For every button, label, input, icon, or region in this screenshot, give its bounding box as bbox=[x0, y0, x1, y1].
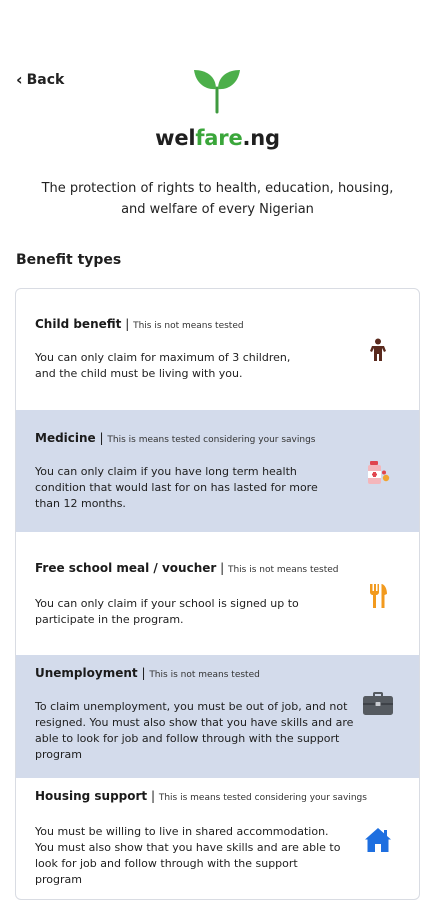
medicine-icon bbox=[361, 456, 395, 490]
benefit-description: You must be willing to live in shared accommodation. You must also show that you have skills and are able to look for job and follow through with the support program bbox=[35, 825, 341, 886]
benefit-title: Child benefit bbox=[35, 317, 122, 331]
section-title: Benefit types bbox=[16, 252, 122, 268]
benefit-item-school-meal[interactable] bbox=[16, 532, 419, 655]
benefit-title: Free school meal / voucher bbox=[35, 561, 217, 575]
benefit-note: This is means tested considering your savings bbox=[107, 435, 316, 445]
child-icon bbox=[361, 333, 395, 367]
benefit-item-medicine[interactable] bbox=[16, 410, 419, 532]
benefit-description: You can only claim for maximum of 3 children, and the child must be living with you. bbox=[35, 351, 291, 380]
benefit-heading: Free school meal / voucher | This is not means tested bbox=[35, 561, 339, 575]
home-icon bbox=[361, 823, 395, 857]
brand-part-3: .ng bbox=[242, 126, 280, 150]
sprout-logo-icon bbox=[192, 66, 242, 114]
benefit-heading: Housing support | This is means tested considering your savings bbox=[35, 789, 367, 803]
benefit-item-child[interactable] bbox=[16, 289, 419, 410]
benefit-note: This is not means tested bbox=[133, 321, 244, 331]
benefit-item-housing[interactable] bbox=[16, 778, 419, 900]
benefit-heading: Child benefit | This is not means tested bbox=[35, 317, 244, 331]
benefit-description: To claim unemployment, you must be out of job, and not resigned. You must also show that you have skills and are able to look for job and follow through with the support program bbox=[35, 700, 354, 761]
benefit-description: You can only claim if you have long term health condition that would last for on has lasted for more than 12 months. bbox=[35, 465, 318, 510]
brand-name bbox=[0, 126, 435, 150]
benefit-item-unemployment[interactable] bbox=[16, 655, 419, 778]
benefit-heading: Medicine | This is means tested considering your savings bbox=[35, 431, 316, 445]
benefit-title: Unemployment bbox=[35, 666, 138, 680]
back-button[interactable] bbox=[16, 72, 64, 88]
benefit-note: This is means tested considering your savings bbox=[158, 793, 367, 803]
benefit-note: This is not means tested bbox=[149, 670, 260, 680]
brand-part-1: wel bbox=[155, 126, 196, 150]
tagline: The protection of rights to health, education, housing, and welfare of every Nigerian bbox=[41, 181, 394, 217]
benefit-title: Housing support bbox=[35, 789, 148, 803]
benefit-heading: Unemployment | This is not means tested bbox=[35, 666, 260, 680]
benefits-card bbox=[15, 288, 420, 900]
benefit-description: You can only claim if your school is signed up to participate in the program. bbox=[35, 597, 299, 626]
back-label: Back bbox=[26, 72, 65, 88]
benefit-note: This is not means tested bbox=[227, 565, 339, 575]
chevron-left-icon: ‹ bbox=[16, 70, 23, 89]
brand-part-2: fare bbox=[195, 126, 243, 150]
briefcase-icon bbox=[361, 687, 395, 721]
benefit-title: Medicine bbox=[35, 431, 96, 445]
fork-knife-icon bbox=[361, 579, 395, 613]
